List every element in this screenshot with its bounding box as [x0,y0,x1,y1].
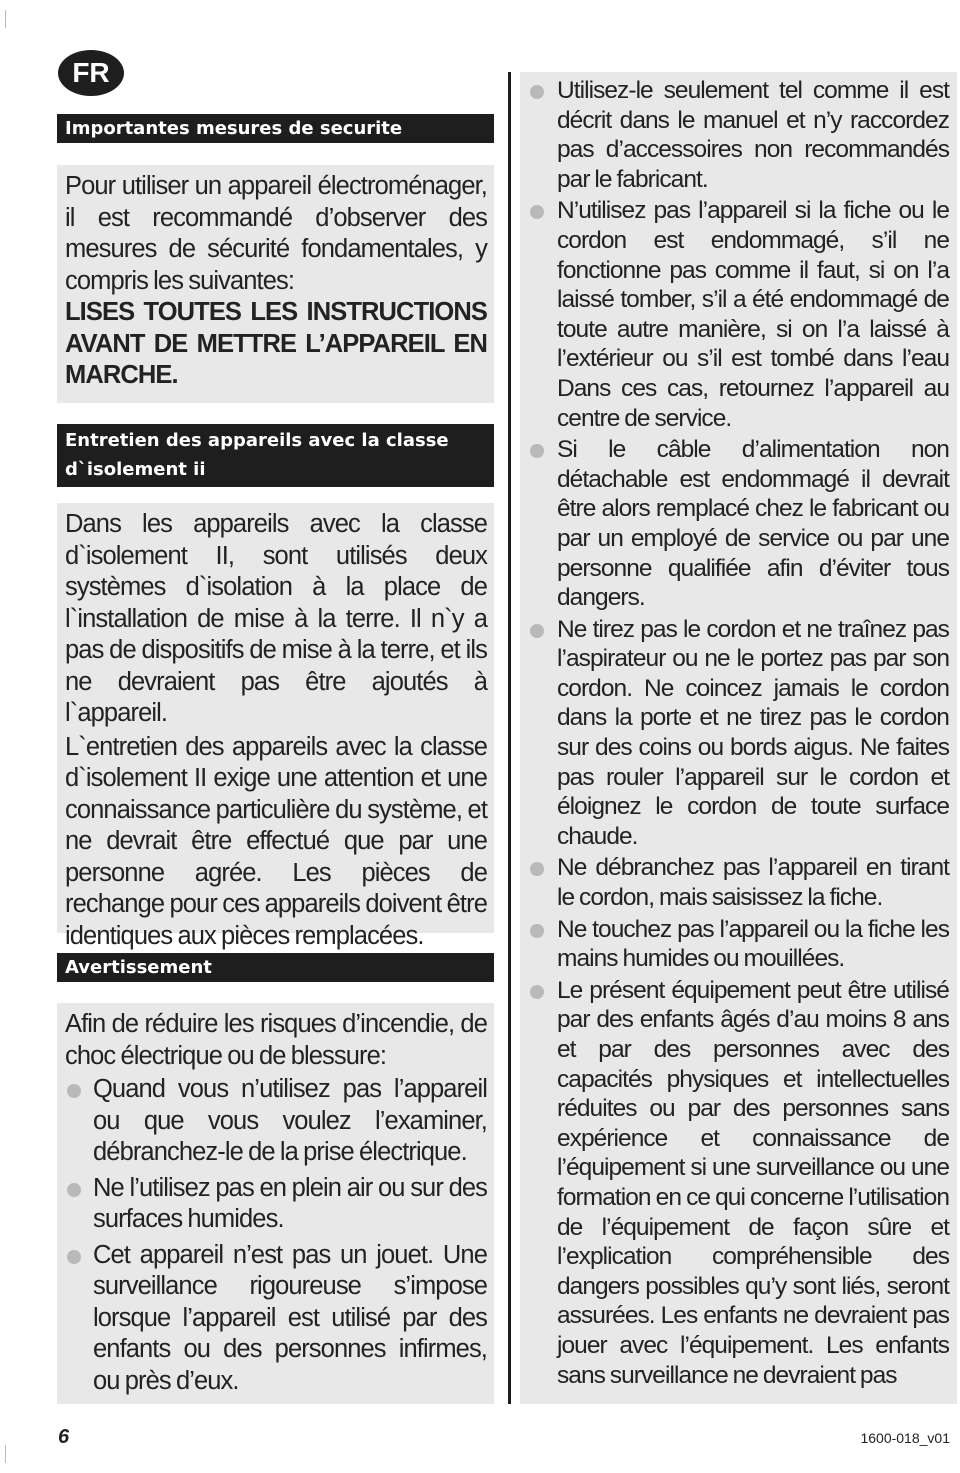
warning-panel [57,1003,494,1404]
maintenance-paragraph-1: Dans les appareils avec la classe d`isolement II, sont utilisés deux systèmes d`isolation à la place de l`installation de mise à la terre. Il n`y a pas de dispositifs de mise à la terre, et ils ne devraient pas être ajoutés à l`appareil. [65,510,487,727]
warning-heading [57,953,494,982]
precaution-item-text: Utilisez-le seulement tel comme il est décrit dans le manuel et n’y raccordez pas d’accessoires non recommandés par le fabricant. [557,77,949,193]
precaution-item-text: Si le câble d’alimentation non détachable est endommagé il devrait être alors remplacé chez le fabricant ou par un employé de service ou par une personne qualifiée afin d’éviter tous dangers. [557,436,949,612]
precaution-item [528,915,949,974]
warning-item [65,1240,487,1398]
precaution-item-text: N’utilisez pas l’appareil si la fiche ou le cordon est endommagé, s’il ne fonctionne pas comme il faut, si on l’a laissé tomber, s’il a été endommagé de toute autre manière, si on l’a laissé à l’extérieur ou s’il est tombé dans l’eau Dans ces cas, retournez l’appareil au centre de service. [557,197,949,432]
precaution-item-text: Ne tirez pas le cordon et ne traînez pas l’aspirateur ou ne le portez pas par son cordon. Ne coincez jamais le cordon dans la porte et ne tirez pas le cordon sur des coins ou bords aigus. Ne faites pas rouler l’appareil sur le cordon et éloignez le cordon de toute surface chaude. [557,615,949,850]
bullet-icon [530,985,544,999]
safety-intro: Pour utiliser un appareil électroménager, il est recommandé d’observer des mesures de sécurité fondamentales, y compris les suivantes: [65,172,487,295]
safety-caps-notice: LISES TOUTES LES INSTRUCTIONS AVANT DE METTRE L’APPAREIL EN MARCHE. [65,298,487,389]
warning-item-text: Quand vous n’utilisez pas l’appareil ou que vous voulez l’examiner, débranchez-le de la prise électrique. [93,1075,487,1166]
precautions-list [528,76,949,1390]
precaution-item [528,976,949,1390]
crop-mark-top [5,10,6,28]
precaution-item-text: Le présent équipement peut être utilisé par des enfants âgés d’au moins 8 ans et par des personnes avec des capacités physiques et intellectuelles réduites ou par des personnes sans expérience et connaissance de l’équipement si une surveillance ou une formation en ce qui concerne l’utilisation de l’équipement de façon sûre et l’explication compréhensible des dangers possibles qu’y sont liés, seront assurées. Les enfants ne devraient pas jouer avec l’équipement. Les enfants sans surveillance ne devraient pas [557,976,949,1389]
safety-heading-text: Importantes mesures de securite [65,118,403,139]
bullet-icon [67,1183,81,1197]
warning-item [65,1173,487,1236]
bullet-icon [67,1084,81,1098]
warning-item-text: Cet appareil n’est pas un jouet. Une surveillance rigoureuse s’impose lorsque l’appareil est utilisé par des enfants ou des personnes infirmes, ou près d’eux. [93,1240,487,1395]
language-badge: FR [58,50,124,96]
document-code: 1600-018_v01 [860,1430,950,1446]
precaution-item [528,853,949,912]
bullet-icon [530,85,544,99]
safety-heading [57,114,494,143]
precaution-item [528,76,949,194]
bullet-icon [530,205,544,219]
precaution-item-text: Ne débranchez pas l’appareil en tirant le cordon, mais saisissez la fiche. [557,854,949,912]
bullet-icon [530,924,544,938]
bullet-icon [67,1250,81,1264]
warning-heading-text: Avertissement [65,957,212,978]
precaution-item [528,196,949,433]
column-divider [508,72,511,1404]
precaution-item-text: Ne touchez pas l’appareil ou la fiche les mains humides ou mouillées. [557,915,949,973]
bullet-icon [530,624,544,638]
maintenance-paragraph-2: L`entretien des appareils avec la classe d`isolement II exige une attention et une connaissance particulière du système, et ne devrait être effectué que par une personne agrée. Les pièces de rechange pour ces appareils doivent être identiques aux pièces remplacées. [65,732,487,950]
safety-panel [57,165,494,403]
bullet-icon [530,444,544,458]
maintenance-panel [57,503,494,950]
page-number: 6 [58,1426,70,1448]
crop-mark-bottom [5,1445,6,1463]
precaution-item [528,435,949,613]
warning-intro: Afin de réduire les risques d’incendie, de choc électrique ou de blessure: [65,1010,487,1070]
bullet-icon [530,862,544,876]
precaution-item [528,615,949,852]
warning-item [65,1074,487,1169]
warning-item-text: Ne l’utilisez pas en plein air ou sur des surfaces humides. [93,1173,487,1233]
maintenance-heading-line1: Entretien des appareils avec la classe [65,430,449,451]
right-column-panel [520,72,957,1404]
maintenance-heading-line2: d`isolement ii [65,459,206,480]
maintenance-heading [57,424,494,487]
warning-list [65,1074,487,1397]
